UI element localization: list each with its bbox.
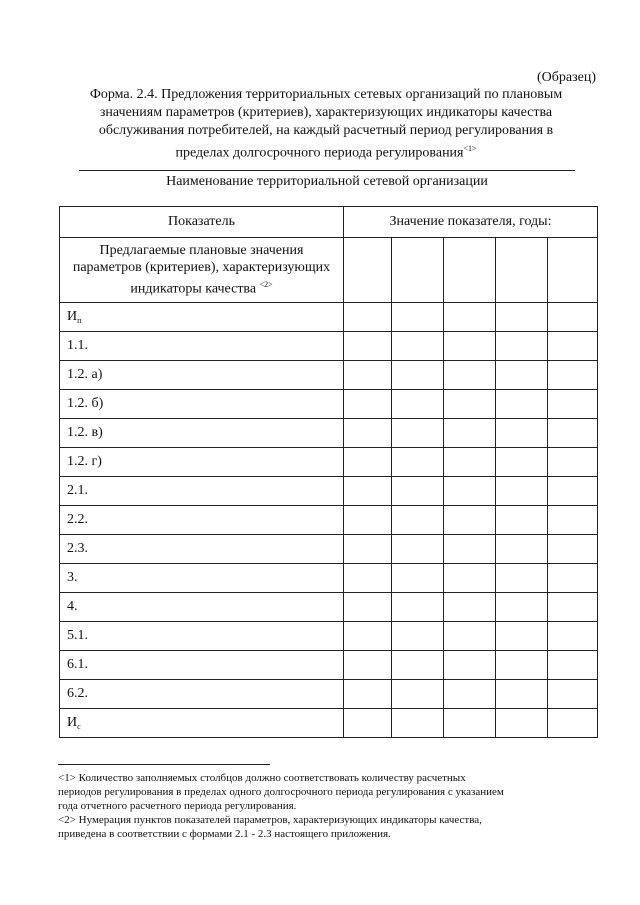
value-cell[interactable]	[548, 564, 598, 593]
value-cell[interactable]	[548, 390, 598, 419]
value-cell[interactable]	[344, 448, 392, 477]
value-cell[interactable]	[496, 680, 548, 709]
value-cell[interactable]	[392, 622, 444, 651]
value-cell[interactable]	[444, 361, 496, 390]
row-label: 1.2. г)	[60, 448, 344, 477]
value-cell[interactable]	[548, 303, 598, 332]
row-label	[60, 709, 344, 738]
value-cell[interactable]	[444, 419, 496, 448]
value-cell[interactable]	[444, 564, 496, 593]
title-line: значениям параметров (критериев), характеризующих индикаторы качества	[99, 105, 553, 120]
title-line	[56, 140, 596, 163]
row-label	[60, 303, 344, 332]
value-cell[interactable]	[496, 419, 548, 448]
params-label-text: индикаторы качества	[130, 281, 257, 297]
value-cell[interactable]	[496, 361, 548, 390]
value-cell[interactable]	[444, 651, 496, 680]
table-row	[60, 651, 598, 680]
title-line: обслуживания потребителей, на каждый расчетный период регулирования в	[98, 123, 554, 138]
row-label-main: И	[67, 309, 78, 324]
value-cell[interactable]	[444, 238, 496, 303]
value-cell[interactable]	[444, 448, 496, 477]
value-cell[interactable]	[548, 535, 598, 564]
value-cell[interactable]	[392, 564, 444, 593]
params-label-line: параметров (критериев), характеризующих	[72, 260, 331, 276]
value-cell[interactable]	[548, 448, 598, 477]
value-cell[interactable]	[344, 506, 392, 535]
value-cell[interactable]	[496, 593, 548, 622]
footnote-1-line: периодов регулирования в пределах одного долгосрочного периода регулирования с указанием	[58, 786, 504, 798]
value-cell[interactable]	[496, 709, 548, 738]
row-label: 4.	[60, 593, 344, 622]
form-title	[56, 86, 596, 163]
value-cell[interactable]	[496, 477, 548, 506]
value-cell[interactable]	[444, 506, 496, 535]
value-cell[interactable]	[344, 332, 392, 361]
value-cell[interactable]	[548, 651, 598, 680]
value-cell[interactable]	[344, 419, 392, 448]
table-row	[60, 477, 598, 506]
value-cell[interactable]	[392, 651, 444, 680]
table-row	[60, 593, 598, 622]
value-cell[interactable]	[392, 448, 444, 477]
value-cell[interactable]	[548, 477, 598, 506]
value-cell[interactable]	[444, 535, 496, 564]
row-label: 2.2.	[60, 506, 344, 535]
params-label-line: Предлагаемые плановые значения	[99, 243, 304, 259]
value-cell[interactable]	[444, 303, 496, 332]
value-cell[interactable]	[444, 709, 496, 738]
footnote-ref-1: <1>	[463, 144, 477, 153]
header-indicator: Показатель	[60, 207, 344, 238]
value-cell[interactable]	[344, 477, 392, 506]
params-label-line	[64, 276, 339, 298]
row-label: 2.1.	[60, 477, 344, 506]
value-cell[interactable]	[496, 390, 548, 419]
value-cell[interactable]	[344, 651, 392, 680]
value-cell[interactable]	[344, 535, 392, 564]
footnote-2-line: <2> Нумерация пунктов показателей параметров, характеризующих индикаторы качества,	[58, 814, 482, 826]
value-cell[interactable]	[496, 564, 548, 593]
value-cell[interactable]	[496, 651, 548, 680]
value-cell[interactable]	[496, 332, 548, 361]
header-values: Значение показателя, годы:	[344, 207, 598, 238]
value-cell[interactable]	[548, 506, 598, 535]
row-label: 6.2.	[60, 680, 344, 709]
footnotes	[58, 771, 598, 841]
value-cell[interactable]	[392, 506, 444, 535]
footnote-ref-2: <2>	[259, 280, 273, 290]
row-label: 1.2. а)	[60, 361, 344, 390]
value-cell[interactable]	[496, 535, 548, 564]
value-cell[interactable]	[344, 361, 392, 390]
value-cell[interactable]	[444, 622, 496, 651]
value-cell[interactable]	[344, 622, 392, 651]
footnote-1-line: <1> Количество заполняемых столбцов должно соответствовать количеству расчетных	[58, 772, 466, 784]
value-cell[interactable]	[548, 361, 598, 390]
value-cell[interactable]	[548, 332, 598, 361]
value-cell[interactable]	[344, 303, 392, 332]
value-cell[interactable]	[548, 680, 598, 709]
table-row	[60, 709, 598, 738]
table-row	[60, 622, 598, 651]
value-cell[interactable]	[392, 332, 444, 361]
value-cell[interactable]	[496, 303, 548, 332]
row-label: 1.1.	[60, 332, 344, 361]
footnote-1-line: года отчетного расчетного периода регулирования.	[58, 800, 297, 812]
table-row	[60, 535, 598, 564]
value-cell[interactable]	[344, 680, 392, 709]
value-cell[interactable]	[496, 622, 548, 651]
value-cell[interactable]	[444, 390, 496, 419]
value-cell[interactable]	[392, 477, 444, 506]
footnote-separator	[58, 764, 270, 765]
table-row	[60, 419, 598, 448]
row-label-subscript: п	[77, 316, 82, 325]
value-cell[interactable]	[392, 390, 444, 419]
row-label: 1.2. б)	[60, 390, 344, 419]
value-cell[interactable]	[392, 238, 444, 303]
value-cell[interactable]	[344, 390, 392, 419]
header-row	[60, 207, 598, 238]
value-cell[interactable]	[444, 332, 496, 361]
row-label: 6.1.	[60, 651, 344, 680]
params-label	[60, 238, 344, 303]
value-cell[interactable]	[444, 593, 496, 622]
value-cell[interactable]	[392, 593, 444, 622]
params-row	[60, 238, 598, 303]
indicators-table	[59, 206, 598, 738]
row-label: 1.2. в)	[60, 419, 344, 448]
value-cell[interactable]	[344, 709, 392, 738]
value-cell[interactable]	[548, 622, 598, 651]
value-cell[interactable]	[344, 564, 392, 593]
table-row	[60, 448, 598, 477]
value-cell[interactable]	[392, 680, 444, 709]
table-row	[60, 564, 598, 593]
value-cell[interactable]	[548, 419, 598, 448]
table-row	[60, 303, 598, 332]
row-label: 2.3.	[60, 535, 344, 564]
row-label-main: И	[67, 715, 78, 730]
row-label-subscript: с	[77, 722, 81, 731]
value-cell[interactable]	[496, 506, 548, 535]
value-cell[interactable]	[392, 419, 444, 448]
table-row	[60, 390, 598, 419]
value-cell[interactable]	[548, 709, 598, 738]
title-line-text: пределах долгосрочного периода регулирования	[175, 145, 464, 161]
value-cell[interactable]	[548, 593, 598, 622]
footnote-2-line: приведена в соответствии с формами 2.1 - 2.3 настоящего приложения.	[58, 828, 391, 840]
value-cell[interactable]	[392, 303, 444, 332]
value-cell[interactable]	[392, 361, 444, 390]
table-row	[60, 332, 598, 361]
sample-label: (Образец)	[536, 70, 596, 85]
row-label: 3.	[60, 564, 344, 593]
value-cell[interactable]	[548, 238, 598, 303]
title-line: Форма. 2.4. Предложения территориальных сетевых организаций по плановым	[89, 87, 563, 102]
value-cell[interactable]	[496, 238, 548, 303]
org-name-caption: Наименование территориальной сетевой организации	[166, 174, 488, 189]
value-cell[interactable]	[444, 477, 496, 506]
table-row	[60, 680, 598, 709]
value-cell[interactable]	[344, 593, 392, 622]
value-cell[interactable]	[392, 709, 444, 738]
value-cell[interactable]	[344, 238, 392, 303]
table-row	[60, 361, 598, 390]
table-row	[60, 506, 598, 535]
value-cell[interactable]	[444, 680, 496, 709]
row-label: 5.1.	[60, 622, 344, 651]
org-name-line	[79, 170, 575, 171]
value-cell[interactable]	[496, 448, 548, 477]
value-cell[interactable]	[392, 535, 444, 564]
